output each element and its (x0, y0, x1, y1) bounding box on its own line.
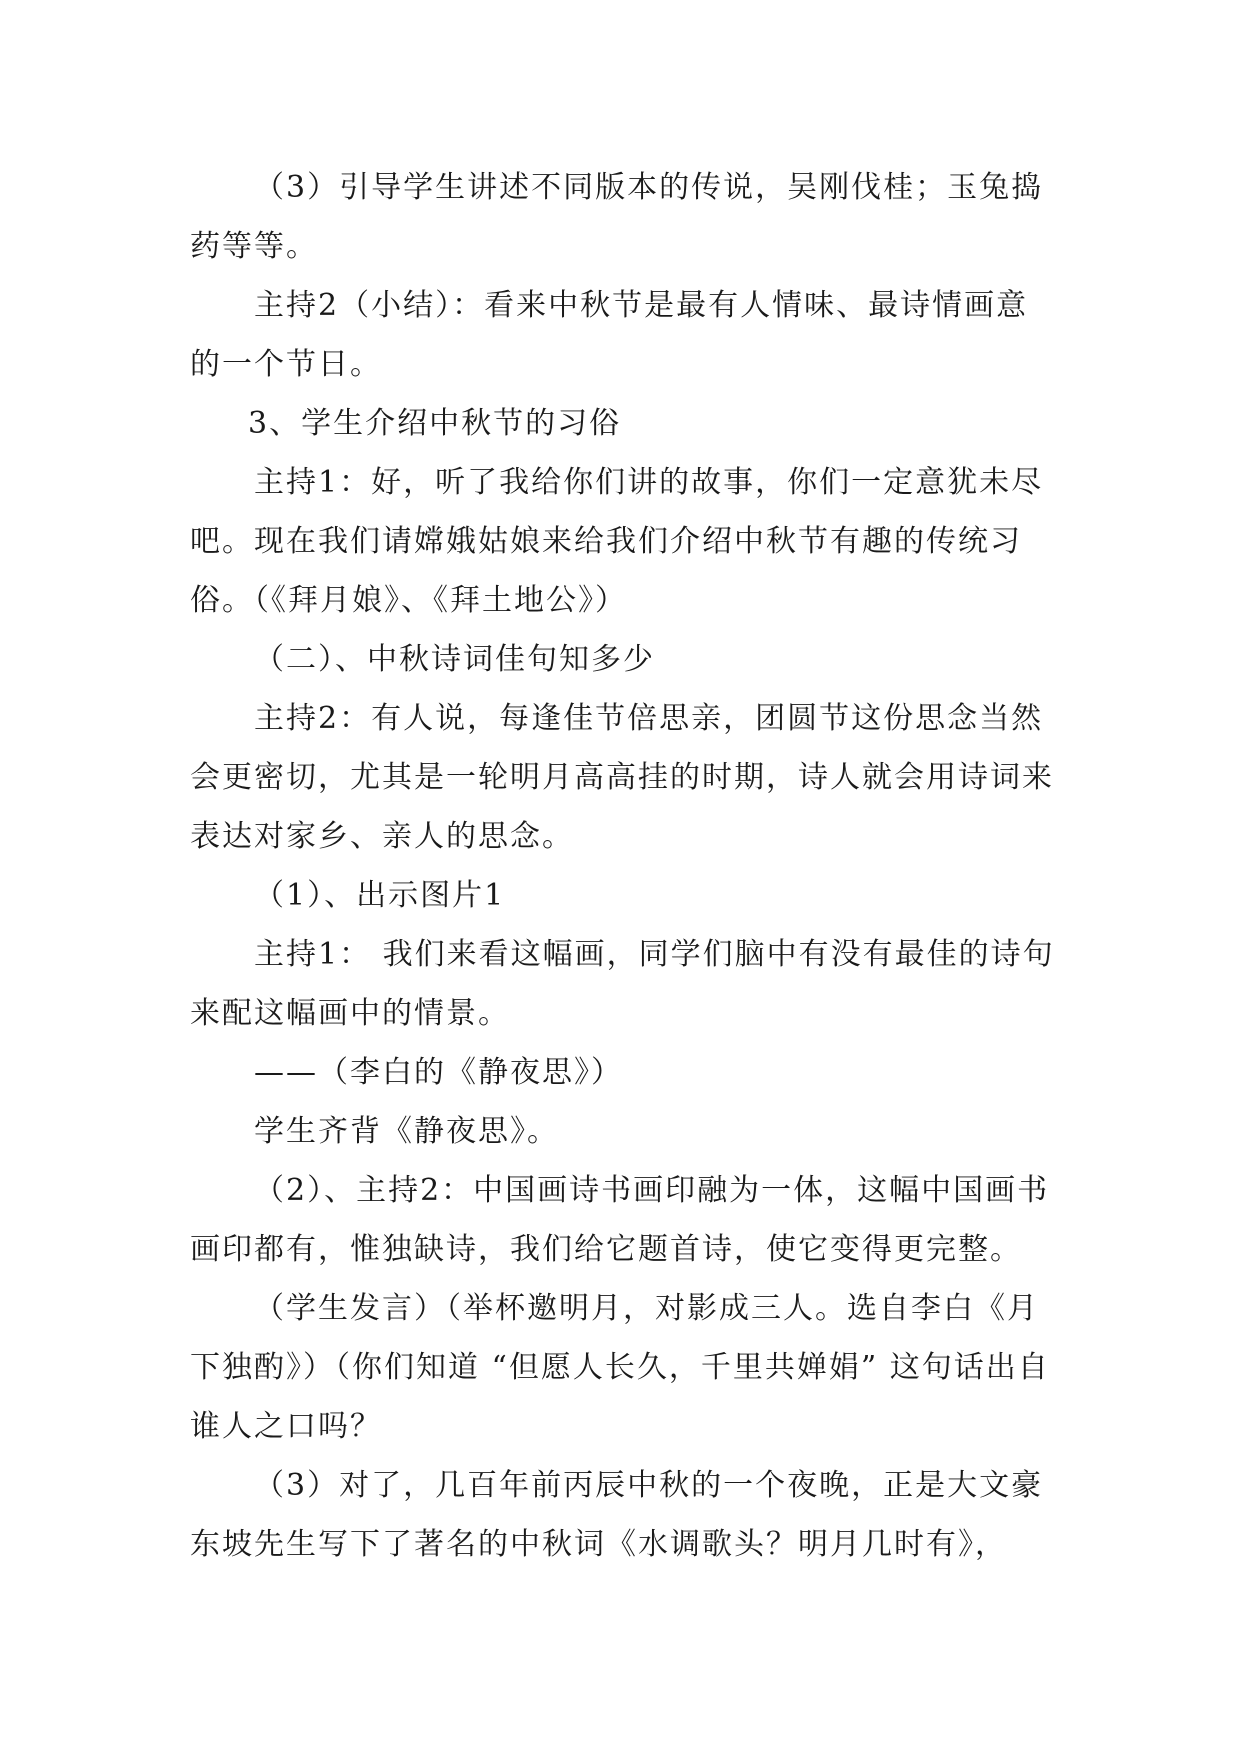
paragraph-recite: 学生齐背《静夜思》。 (254, 1114, 559, 1149)
paragraph-show-picture: （1）、出示图片1 (254, 878, 506, 913)
paragraph-host2-poetry: 主持2：有人说，每逢佳节倍思亲，团圆节这份思念当然会更密切，尤其是一轮明月高高挂的时期，诗人就会用诗词来表达对家乡、亲人的思念。 (190, 701, 1054, 854)
paragraph-host2-summary: 主持2（小结）：看来中秋节是最有人情味、最诗情画意的一个节日。 (190, 288, 1029, 382)
paragraph-poetry-heading: （二）、中秋诗词佳句知多少 (254, 642, 655, 677)
paragraph-student-speech: （学生发言）（举杯邀明月，对影成三人。选自李白《月下独酌》）（你们知道 “但愿人长久，千里共婵娟” 这句话出自谁人之口吗？ (190, 1291, 1050, 1444)
paragraph-legend-versions: （3）引导学生讲述不同版本的传说，吴刚伐桂；玉兔捣药等等。 (190, 170, 1044, 264)
paragraph-host1-picture: 主持1： 我们来看这幅画，同学们脑中有没有最佳的诗句来配这幅画中的情景。 (190, 937, 1055, 1031)
paragraph-host2-painting: （2）、主持2：中国画诗书画印融为一体，这幅中国画书画印都有，惟独缺诗，我们给它题首诗，使它变得更完整。 (190, 1173, 1050, 1267)
paragraph-host1-customs: 主持1：好，听了我给你们讲的故事，你们一定意犹未尽吧。现在我们请嫦娥姑娘来给我们介绍中秋节有趣的传统习俗。（《拜月娘》、《拜土地公》） (190, 465, 1044, 618)
paragraph-dongpo: （3）对了，几百年前丙辰中秋的一个夜晚，正是大文豪东坡先生写下了著名的中秋词《水调歌头？明月几时有》， (190, 1468, 1044, 1562)
paragraph-libai-answer: ——（李白的《静夜思》） (254, 1055, 623, 1090)
paragraph-customs-heading: 3、学生介绍中秋节的习俗 (248, 406, 622, 441)
document-body (190, 158, 1060, 1574)
